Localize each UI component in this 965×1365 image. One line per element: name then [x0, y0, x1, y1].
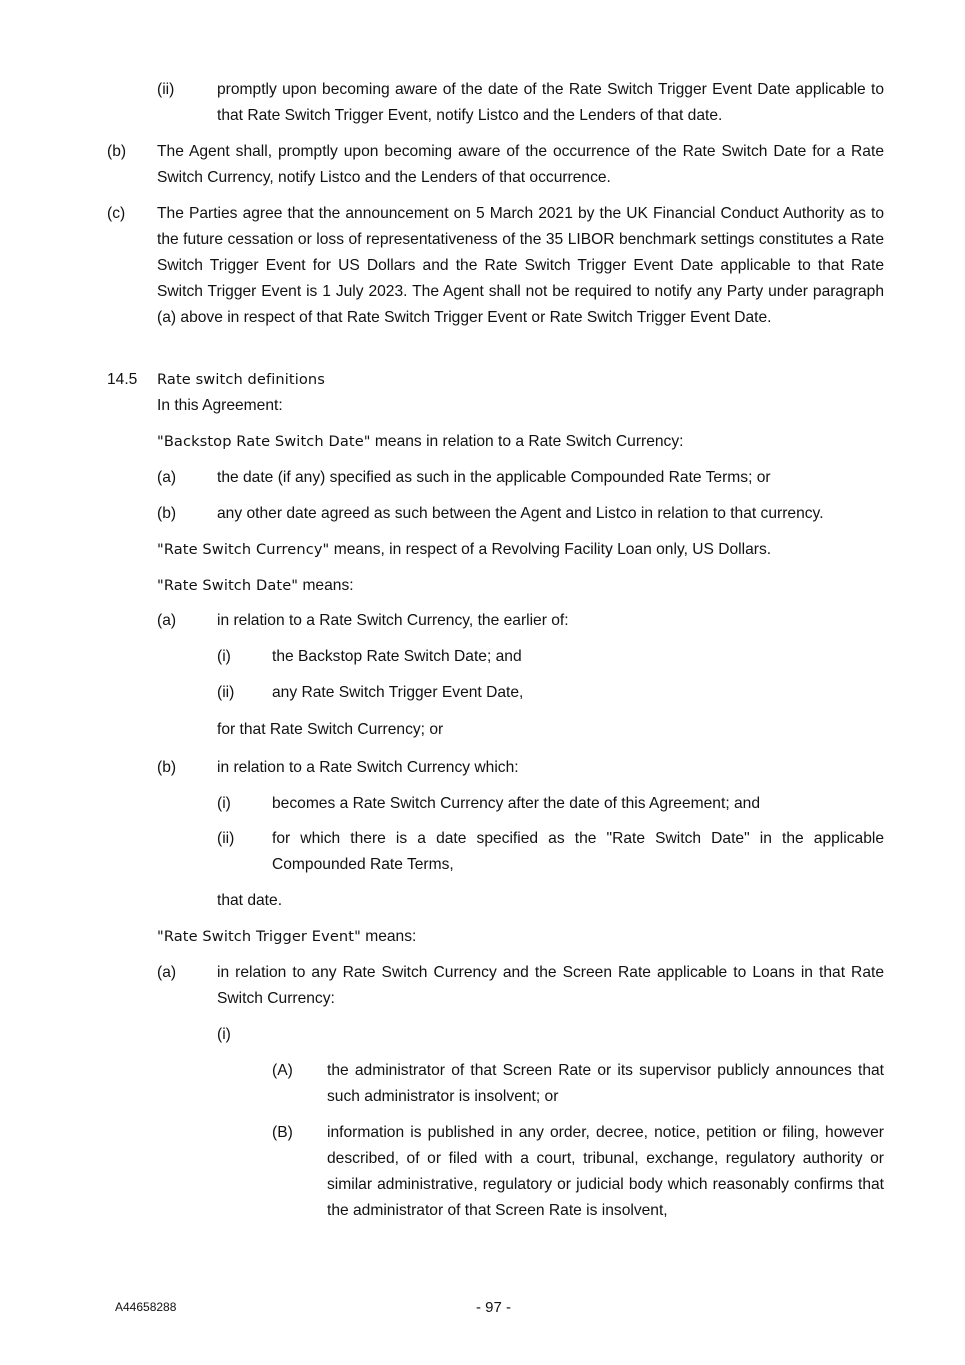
item-label: (b) — [157, 505, 177, 522]
clause-item — [157, 501, 884, 527]
definition-text: means, in respect of a Revolving Facility Loan only, US Dollars. — [329, 541, 772, 558]
definition-heading — [157, 429, 683, 455]
definition-heading — [157, 573, 354, 599]
item-text: becomes a Rate Switch Currency after the date of this Agreement; and — [272, 795, 760, 812]
clause-item — [217, 680, 884, 706]
item-label: (a) — [157, 469, 177, 486]
clause-item — [217, 826, 884, 878]
clause-item — [217, 791, 884, 817]
clause-item — [157, 608, 884, 634]
item-text: in relation to a Rate Switch Currency which: — [217, 759, 519, 776]
definition-lead: means: — [298, 577, 354, 594]
item-label: (ii) — [217, 684, 235, 701]
item-label: (A) — [272, 1062, 293, 1079]
definition-heading — [157, 924, 416, 950]
clause-item — [217, 644, 884, 670]
item-text: The Agent shall, promptly upon becoming aware of the occurrence of the Rate Switch Date for a Rate Switch Currency, notify Listco and the Lenders of that occurrence. — [157, 143, 884, 186]
item-label: (B) — [272, 1124, 293, 1141]
clause-item — [107, 201, 884, 331]
defined-term: "Backstop Rate Switch Date" — [157, 433, 371, 450]
clause-item — [157, 465, 884, 491]
defined-term: "Rate Switch Currency" — [157, 541, 330, 558]
clause-item — [157, 755, 884, 781]
definition-lead: means: — [360, 928, 417, 945]
definition-lead: means in relation to a Rate Switch Currency: — [370, 433, 684, 450]
item-text: in relation to any Rate Switch Currency and the Screen Rate applicable to Loans in that Rate Switch Currency: — [217, 964, 884, 1007]
item-text: information is published in any order, decree, notice, petition or filing, however described, of or filed with a court, tribunal, exchange, regulatory authority or similar administrative, regulatory or judicial body which reasonably confirms that the administrator of that Screen Rate is insolvent, — [327, 1124, 884, 1219]
item-text: the Backstop Rate Switch Date; and — [272, 648, 522, 665]
clause-item — [107, 139, 884, 191]
item-label: (i) — [217, 1026, 231, 1043]
page-number: - 97 - — [476, 1299, 512, 1316]
item-label: (a) — [157, 612, 177, 629]
item-label: (a) — [157, 964, 177, 981]
defined-term: "Rate Switch Trigger Event" — [157, 928, 361, 945]
clause-item — [272, 1058, 884, 1110]
item-label: (b) — [107, 143, 127, 160]
clause-item — [272, 1120, 884, 1224]
item-text: any other date agreed as such between the Agent and Listco in relation to that currency. — [217, 505, 824, 522]
item-text: The Parties agree that the announcement on 5 March 2021 by the UK Financial Conduct Authority as to the future cessation or loss of representativeness of the 35 LIBOR benchmark settings constitutes a Rate Switch Trigger Event for US Dollars and the Rate Switch Trigger Event Date applicable to that Rate Switch Trigger Event is 1 July 2023. The Agent shall not be required to notify any Party under paragraph (a) above in respect of that Rate Switch Trigger Event or Rate Switch Trigger Event Date. — [157, 205, 884, 326]
item-label: (c) — [107, 205, 126, 222]
item-text: any Rate Switch Trigger Event Date, — [272, 684, 524, 701]
item-text: the administrator of that Screen Rate or its supervisor publicly announces that such administrator is insolvent; or — [327, 1062, 884, 1105]
item-text: in relation to a Rate Switch Currency, the earlier of: — [217, 612, 569, 629]
definition-heading — [157, 537, 771, 563]
item-text: for which there is a date specified as the "Rate Switch Date" in the applicable Compounded Rate Terms, — [272, 830, 884, 873]
section-intro: In this Agreement: — [157, 397, 283, 414]
defined-term: "Rate Switch Date" — [157, 577, 299, 594]
section-title: Rate switch definitions — [157, 371, 325, 388]
item-label: (i) — [217, 648, 231, 665]
section-number: 14.5 — [107, 371, 138, 388]
clause-item — [157, 960, 884, 1012]
clause-tail: that date. — [217, 892, 283, 909]
clause-item — [157, 77, 884, 129]
document-id: A44658288 — [115, 1300, 177, 1314]
item-text: promptly upon becoming aware of the date of the Rate Switch Trigger Event Date applicable to that Rate Switch Trigger Event, notify Listco and the Lenders of that date. — [217, 81, 884, 124]
item-text: the date (if any) specified as such in the applicable Compounded Rate Terms; or — [217, 469, 771, 486]
item-label: (ii) — [157, 81, 175, 98]
item-label: (ii) — [217, 830, 235, 847]
clause-tail: for that Rate Switch Currency; or — [217, 721, 444, 738]
item-label: (i) — [217, 795, 231, 812]
item-label: (b) — [157, 759, 177, 776]
